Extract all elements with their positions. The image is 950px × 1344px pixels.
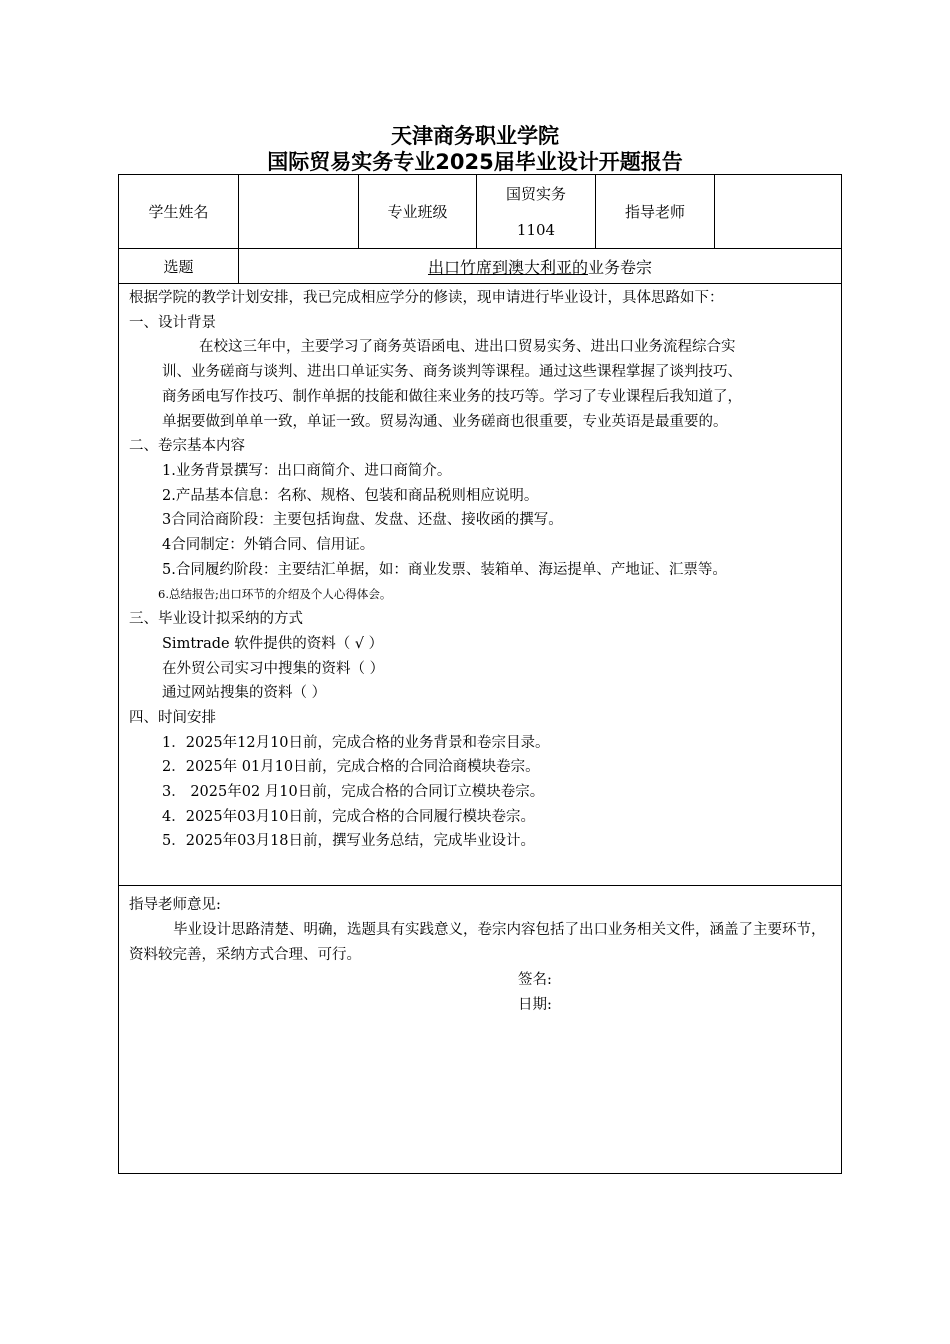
topic-label: 选题 <box>163 257 194 276</box>
school-name: 天津商务职业学院 <box>391 124 559 148</box>
section2-item: 2.产品基本信息：名称、规格、包装和商品税则相应说明。 <box>162 487 539 504</box>
section2-title: 二、卷宗基本内容 <box>129 438 245 455</box>
student-name-value <box>239 175 358 248</box>
section3-title: 三、毕业设计拟采纳的方式 <box>129 611 303 628</box>
section1-line: 商务函电写作技巧、制作单据的技能和做往来业务的技巧等。学习了专业课程后我知道了， <box>162 388 742 405</box>
section1-line: 在校这三年中，主要学习了商务英语函电、进出口贸易实务、进出口业务流程综合实 <box>199 339 736 356</box>
section3-item: 在外贸公司实习中搜集的资料（ ） <box>162 660 385 677</box>
row-divider <box>119 885 841 886</box>
section3-item: 通过网站搜集的资料（ ） <box>162 685 327 702</box>
class-value <box>477 175 595 248</box>
advisor-comment-body: 毕业设计思路清楚、明确，选题具有实践意义，卷宗内容包括了出口业务相关文件，涵盖了主要环节，资料较完善，采纳方式合理、可行。 <box>129 922 826 963</box>
proposal-table <box>118 174 842 1174</box>
schedule-item: 1．2025年12月10日前，完成合格的业务背景和卷宗目录。 <box>162 734 550 751</box>
class-value-line1: 国贸实务 <box>505 184 566 203</box>
proposal-content <box>129 286 831 854</box>
section4-title: 四、时间安排 <box>129 709 216 726</box>
class-label: 专业班级 <box>387 203 448 221</box>
advisor-value <box>715 175 841 248</box>
section1-line: 单据要做到单单一致，单证一致。贸易沟通、业务磋商也很重要，专业英语是最重要的。 <box>162 413 728 430</box>
section1-title: 一、设计背景 <box>129 314 216 331</box>
advisor-comment <box>129 893 831 1018</box>
signature-label: 签名: <box>518 972 552 988</box>
advisor-comment-label: 指导老师意见: <box>129 897 221 913</box>
date-label: 日期: <box>518 997 552 1013</box>
schedule-item: 3． 2025年02 月10日前，完成合格的合同订立模块卷宗。 <box>162 784 545 801</box>
topic-value-underlined: 出口竹席到澳大利亚的 <box>427 257 588 277</box>
topic-value-rest: 业务卷宗 <box>588 257 653 277</box>
schedule-item: 5．2025年03月18日前，撰写业务总结，完成毕业设计。 <box>162 833 536 850</box>
section2-item: 4合同制定：外销合同、信用证。 <box>162 537 375 554</box>
intro-text: 根据学院的教学计划安排，我已完成相应学分的修读，现申请进行毕业设计，具体思路如下： <box>129 290 724 306</box>
topic-value <box>239 249 841 283</box>
schedule-item: 4．2025年03月10日前，完成合格的合同履行模块卷宗。 <box>162 808 536 825</box>
section2-item: 1.业务背景撰写：出口商简介、进口商简介。 <box>162 462 452 479</box>
advisor-label: 指导老师 <box>624 203 685 221</box>
section2-item: 5.合同履约阶段：主要结汇单据，如：商业发票、装箱单、海运提单、产地证、汇票等。 <box>162 561 727 578</box>
student-name-label: 学生姓名 <box>148 203 209 221</box>
section1-line: 训、业务磋商与谈判、进出口单证实务、商务谈判等课程。通过这些课程掌握了谈判技巧、 <box>162 364 742 381</box>
section3-item: Simtrade 软件提供的资料（ √ ） <box>162 635 384 652</box>
schedule-item: 2．2025年 01月10日前，完成合格的合同洽商模块卷宗。 <box>162 759 540 776</box>
class-value-line2: 1104 <box>516 220 556 239</box>
row-divider <box>119 283 841 284</box>
section2-item: 3合同洽商阶段：主要包括询盘、发盘、还盘、接收函的撰写。 <box>162 512 563 529</box>
report-title: 国际贸易实务专业2025届毕业设计开题报告 <box>267 150 683 174</box>
section2-item-6: 6.总结报告;出口环节的介绍及个人心得体会。 <box>158 587 392 602</box>
